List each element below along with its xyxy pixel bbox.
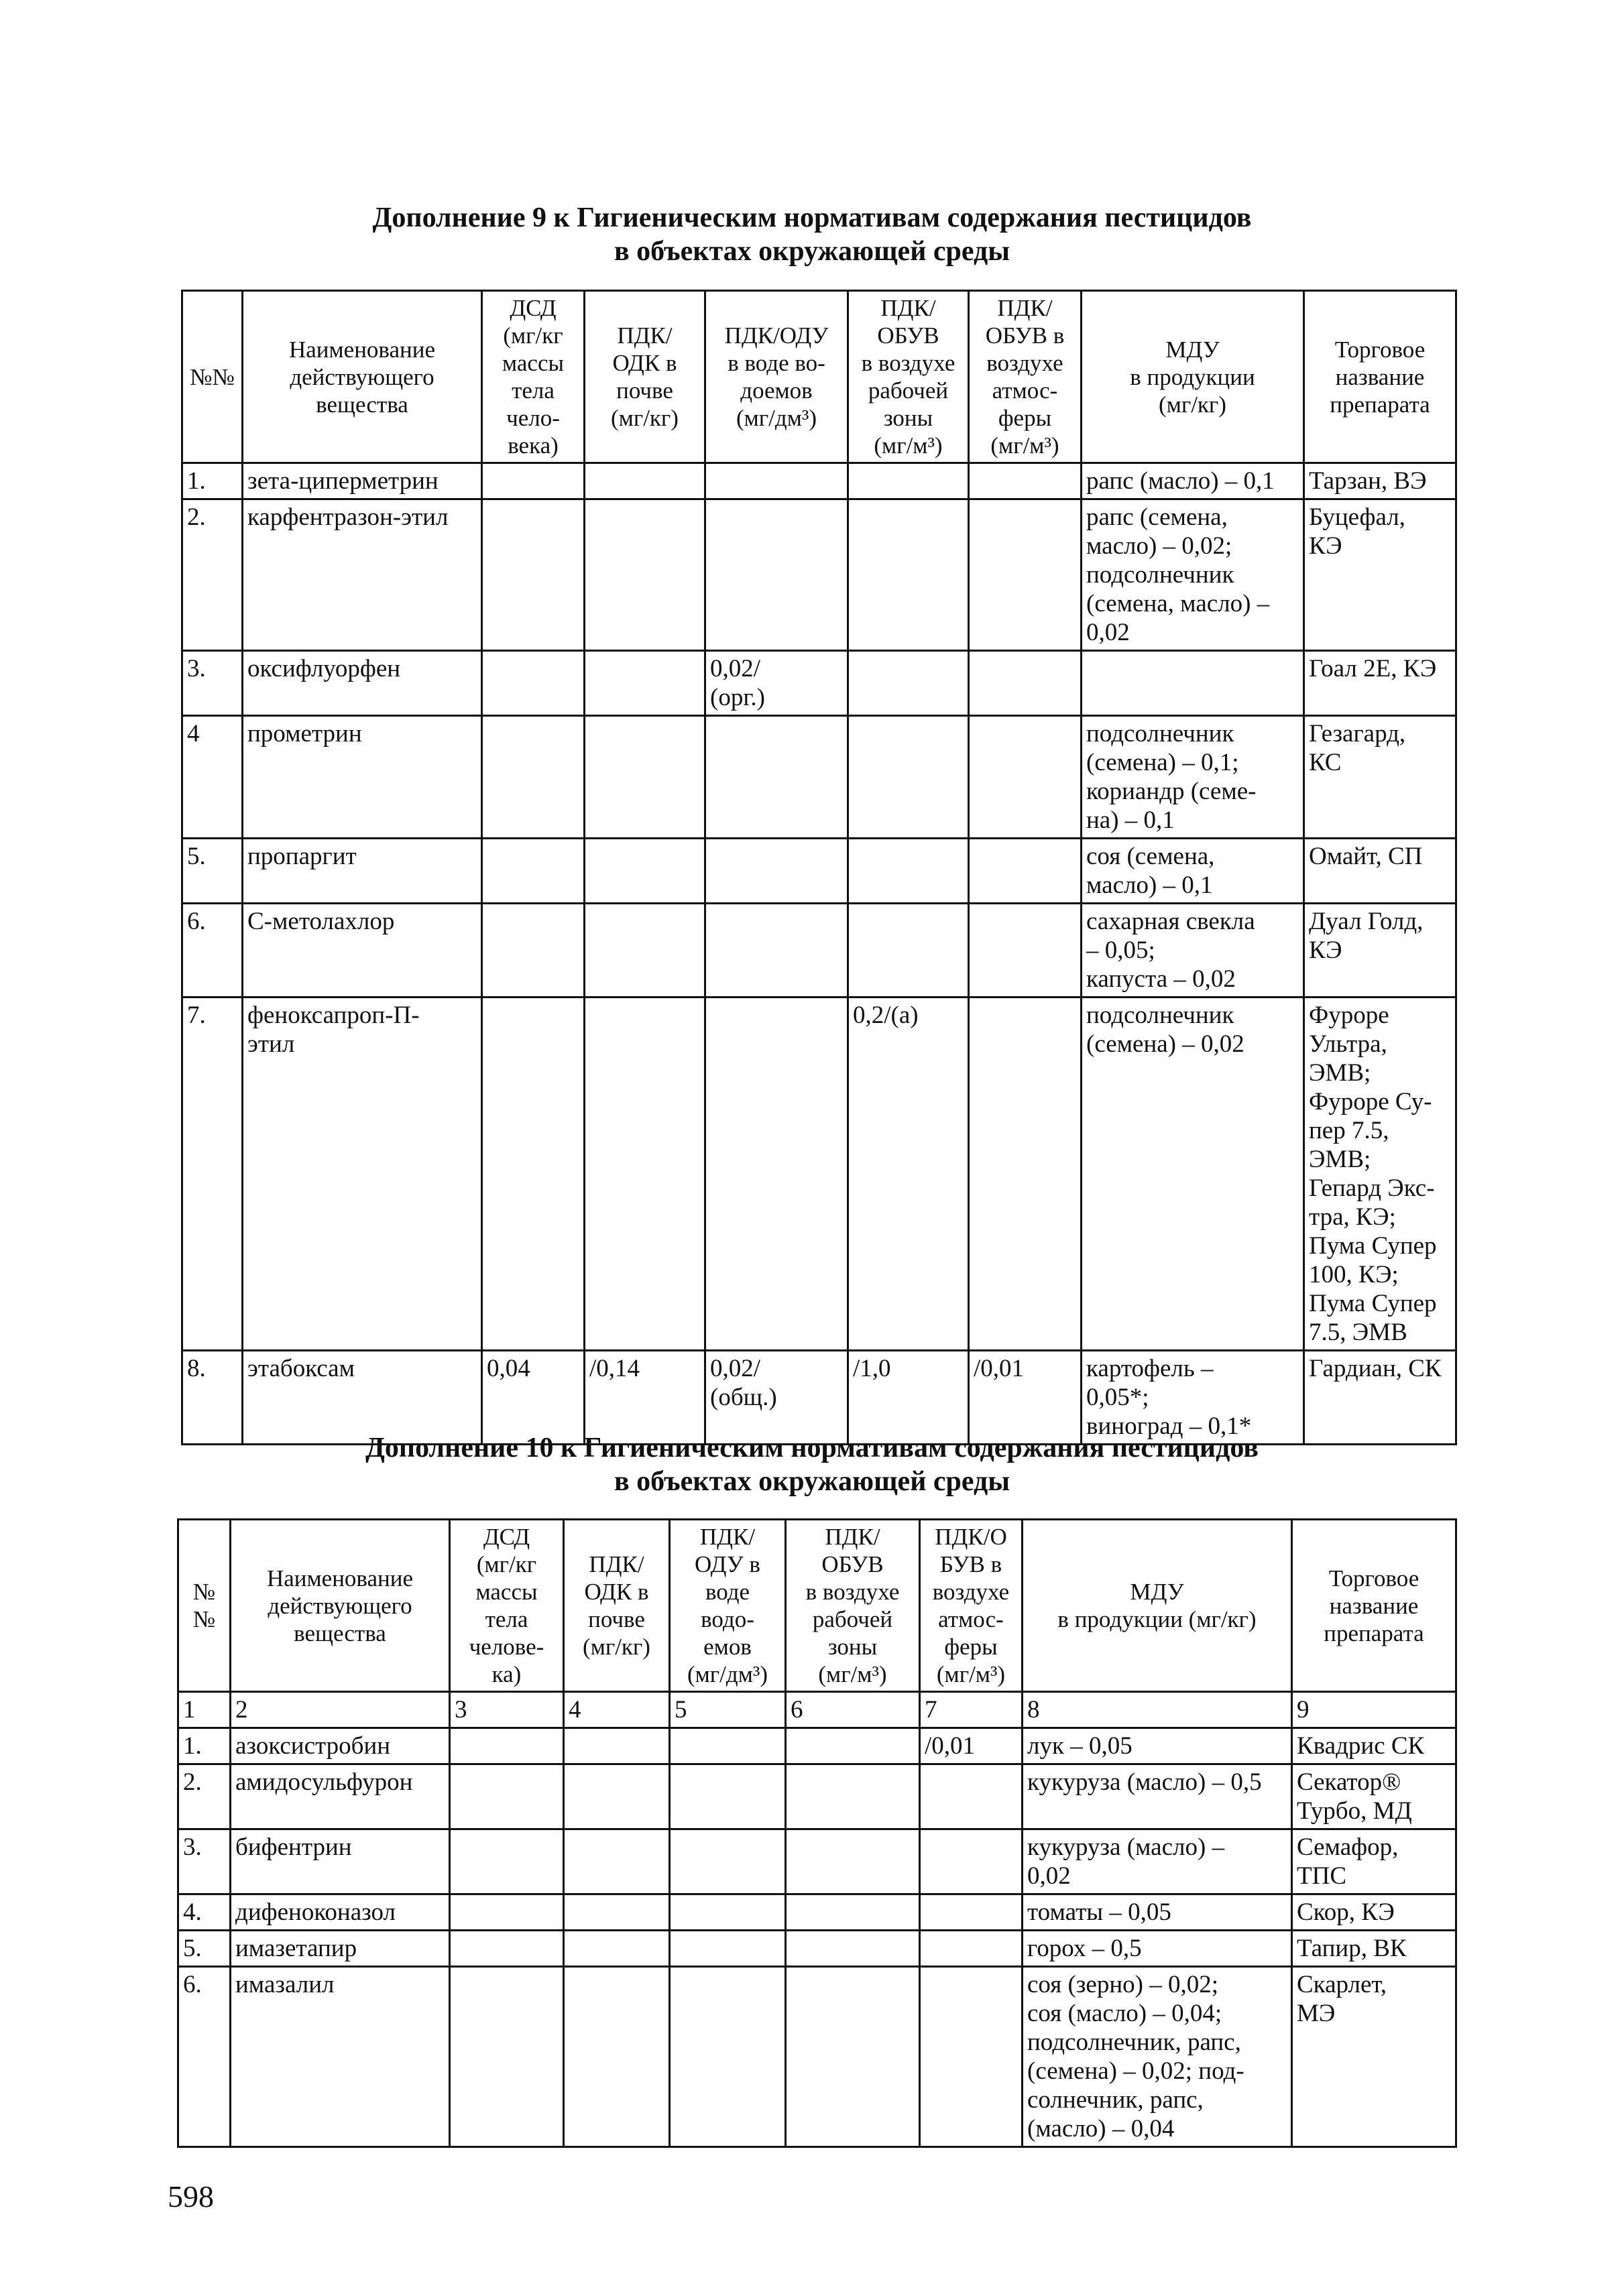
table-cell: горох – 0,5 <box>1023 1931 1292 1967</box>
table-cell: Буцефал, КЭ <box>1304 499 1456 651</box>
table-cell: /0,01 <box>920 1728 1023 1764</box>
column-number: 6 <box>786 1692 920 1728</box>
table-cell <box>585 651 705 716</box>
table-cell: Тарзан, ВЭ <box>1304 463 1456 499</box>
table-cell: 6. <box>182 904 243 998</box>
column-header: ПДК/ ОБУВ в воздухе атмос- феры (мг/м³) <box>969 291 1082 463</box>
column-header: МДУ в продукции (мг/кг) <box>1023 1520 1292 1692</box>
table-cell <box>969 904 1082 998</box>
table-cell: имазалил <box>231 1967 450 2147</box>
column-header: Торговое название препарата <box>1292 1520 1456 1692</box>
table-cell <box>482 499 585 651</box>
table-cell: 3. <box>182 651 243 716</box>
table-cell: 5. <box>178 1931 231 1967</box>
table-cell <box>848 651 969 716</box>
table-cell <box>920 1829 1023 1894</box>
table-cell <box>786 1728 920 1764</box>
table-cell <box>848 463 969 499</box>
table-row <box>178 1931 1456 1967</box>
table-row <box>178 1728 1456 1764</box>
table-cell: соя (семена, масло) – 0,1 <box>1082 839 1304 904</box>
table-cell <box>482 651 585 716</box>
table-cell <box>705 839 848 904</box>
column-header: МДУ в продукции (мг/кг) <box>1082 291 1304 463</box>
table-cell: оксифлуорфен <box>243 651 482 716</box>
table-cell: 0,04 <box>482 1351 585 1445</box>
table-cell: Скарлет, МЭ <box>1292 1967 1456 2147</box>
table-cell <box>585 716 705 839</box>
table-cell: соя (зерно) – 0,02; соя (масло) – 0,04; подсолнечник, рапс, (семена) – 0,02; под- солнечник, рапс, (масло) – 0,04 <box>1023 1967 1292 2147</box>
table-cell: Омайт, СП <box>1304 839 1456 904</box>
supplement-9-title-line2: в объектах окружающей среды <box>614 236 1010 267</box>
table-cell: 8. <box>182 1351 243 1445</box>
column-number: 8 <box>1023 1692 1292 1728</box>
table-cell: 1. <box>178 1728 231 1764</box>
table-row <box>178 1764 1456 1829</box>
table-cell: Гезагард, КС <box>1304 716 1456 839</box>
table-cell: подсолнечник (семена) – 0,1; кориандр (семе- на) – 0,1 <box>1082 716 1304 839</box>
table-cell: Секатор® Турбо, МД <box>1292 1764 1456 1829</box>
column-header: ПДК/ ОБУВ в воздухе рабочей зоны (мг/м³) <box>786 1520 920 1692</box>
table-cell: Фуроре Ультра, ЭМВ; Фуроре Су- пер 7.5, ЭМВ; Гепард Экс- тра, КЭ; Пума Супер 100, КЭ; Пума Супер 7.5, ЭМВ <box>1304 998 1456 1351</box>
supplement-9-title-line1: Дополнение 9 к Гигиеническим нормативам содержания пестицидов <box>372 202 1252 233</box>
table-cell <box>585 904 705 998</box>
supplement-10-table <box>177 1518 1457 2148</box>
table-cell <box>920 1894 1023 1931</box>
table-cell: 0,02/ (орг.) <box>705 651 848 716</box>
table-cell <box>670 1829 786 1894</box>
table-cell: картофель – 0,05*; виноград – 0,1* <box>1082 1351 1304 1445</box>
table-cell <box>969 839 1082 904</box>
table-row <box>182 839 1456 904</box>
table-cell <box>969 499 1082 651</box>
table-cell <box>786 1894 920 1931</box>
table-cell: Гардиан, СК <box>1304 1351 1456 1445</box>
table-cell <box>786 1829 920 1894</box>
table-cell: феноксапроп-П- этил <box>243 998 482 1351</box>
table-cell: 4 <box>182 716 243 839</box>
table-cell: /0,14 <box>585 1351 705 1445</box>
table-cell: /0,01 <box>969 1351 1082 1445</box>
table-cell: 0,2/(а) <box>848 998 969 1351</box>
table-row <box>182 716 1456 839</box>
column-header: №№ <box>182 291 243 463</box>
column-header: ПДК/ ОБУВ в воздухе рабочей зоны (мг/м³) <box>848 291 969 463</box>
table-cell <box>705 904 848 998</box>
column-header: ПДК/ОДУ в воде во- доемов (мг/дм³) <box>705 291 848 463</box>
supplement-10-title <box>0 1431 1624 1498</box>
table-cell <box>920 1931 1023 1967</box>
table-row <box>182 904 1456 998</box>
column-number: 2 <box>231 1692 450 1728</box>
table-cell: рапс (масло) – 0,1 <box>1082 463 1304 499</box>
table-header-row <box>178 1520 1456 1692</box>
table-cell <box>564 1894 670 1931</box>
table-cell: кукуруза (масло) – 0,02 <box>1023 1829 1292 1894</box>
table-cell <box>705 998 848 1351</box>
table-cell: лук – 0,05 <box>1023 1728 1292 1764</box>
column-header: ПДК/ ОДУ в воде водо- емов (мг/дм³) <box>670 1520 786 1692</box>
table-cell <box>969 998 1082 1351</box>
table-cell <box>585 499 705 651</box>
table-cell <box>786 1931 920 1967</box>
table-cell: бифентрин <box>231 1829 450 1894</box>
table-cell: Семафор, ТПС <box>1292 1829 1456 1894</box>
table-cell <box>670 1894 786 1931</box>
table-cell: 6. <box>178 1967 231 2147</box>
table-cell <box>848 839 969 904</box>
table-cell <box>450 1894 564 1931</box>
table-cell: томаты – 0,05 <box>1023 1894 1292 1931</box>
table-row <box>178 1894 1456 1931</box>
table-cell: 2. <box>178 1764 231 1829</box>
column-header: Наименование действующего вещества <box>243 291 482 463</box>
table-cell <box>670 1728 786 1764</box>
table-cell <box>564 1967 670 2147</box>
table-cell <box>1082 651 1304 716</box>
table-cell: имазетапир <box>231 1931 450 1967</box>
table-cell <box>848 499 969 651</box>
table-cell: пропаргит <box>243 839 482 904</box>
table-cell <box>920 1967 1023 2147</box>
table-cell <box>450 1931 564 1967</box>
table-cell: 4. <box>178 1894 231 1931</box>
table-cell <box>482 839 585 904</box>
supplement-10-title-line2: в объектах окружающей среды <box>614 1466 1010 1497</box>
table-cell <box>564 1728 670 1764</box>
table-cell: рапс (семена, масло) – 0,02; подсолнечник (семена, масло) – 0,02 <box>1082 499 1304 651</box>
table-row <box>182 998 1456 1351</box>
table-cell <box>705 463 848 499</box>
table-cell <box>705 499 848 651</box>
table-cell: Дуал Голд, КЭ <box>1304 904 1456 998</box>
table-cell: прометрин <box>243 716 482 839</box>
supplement-10-title-line1: Дополнение 10 к Гигиеническим нормативам содержания пестицидов <box>365 1433 1259 1463</box>
column-number: 3 <box>450 1692 564 1728</box>
table-cell <box>564 1829 670 1894</box>
table-cell <box>450 1967 564 2147</box>
table-cell <box>482 904 585 998</box>
table-row <box>178 1829 1456 1894</box>
table-cell: амидосульфурон <box>231 1764 450 1829</box>
table-cell: Тапир, ВК <box>1292 1931 1456 1967</box>
table-cell: зета-циперметрин <box>243 463 482 499</box>
column-header: № № <box>178 1520 231 1692</box>
table-cell <box>450 1829 564 1894</box>
table-cell <box>705 716 848 839</box>
column-number: 1 <box>178 1692 231 1728</box>
table-cell <box>482 998 585 1351</box>
table-cell <box>564 1931 670 1967</box>
column-header: ПДК/ ОДК в почве (мг/кг) <box>564 1520 670 1692</box>
column-header: Торговое название препарата <box>1304 291 1456 463</box>
table-row <box>182 1351 1456 1445</box>
table-cell <box>670 1967 786 2147</box>
table-cell <box>848 716 969 839</box>
table-cell <box>585 839 705 904</box>
table-cell <box>969 463 1082 499</box>
table-cell <box>450 1764 564 1829</box>
table-cell: азоксистробин <box>231 1728 450 1764</box>
table-cell: подсолнечник (семена) – 0,02 <box>1082 998 1304 1351</box>
table-cell <box>482 716 585 839</box>
table-header-row <box>182 291 1456 463</box>
table-cell: Гоал 2Е, КЭ <box>1304 651 1456 716</box>
table-row <box>182 651 1456 716</box>
table-cell: кукуруза (масло) – 0,5 <box>1023 1764 1292 1829</box>
table-cell: С-метолахлор <box>243 904 482 998</box>
table-cell <box>786 1967 920 2147</box>
table-cell <box>920 1764 1023 1829</box>
table-row <box>182 463 1456 499</box>
table-cell <box>450 1728 564 1764</box>
table-cell: 7. <box>182 998 243 1351</box>
column-header: ДСД (мг/кг массы тела чело- века) <box>482 291 585 463</box>
table-cell <box>786 1764 920 1829</box>
column-header: ПДК/ ОДК в почве (мг/кг) <box>585 291 705 463</box>
table-cell: карфентразон-этил <box>243 499 482 651</box>
table-cell <box>585 463 705 499</box>
column-number-row <box>178 1692 1456 1728</box>
supplement-9-title <box>0 201 1624 268</box>
column-number: 4 <box>564 1692 670 1728</box>
table-cell: 3. <box>178 1829 231 1894</box>
table-cell: 1. <box>182 463 243 499</box>
table-cell: 2. <box>182 499 243 651</box>
column-number: 5 <box>670 1692 786 1728</box>
table-cell: 0,02/ (общ.) <box>705 1351 848 1445</box>
table-cell: дифеноконазол <box>231 1894 450 1931</box>
table-cell: сахарная свекла – 0,05; капуста – 0,02 <box>1082 904 1304 998</box>
table-cell <box>969 716 1082 839</box>
table-cell: /1,0 <box>848 1351 969 1445</box>
column-header: Наименование действующего вещества <box>231 1520 450 1692</box>
column-number: 9 <box>1292 1692 1456 1728</box>
column-number: 7 <box>920 1692 1023 1728</box>
column-header: ДСД (мг/кг массы тела челове- ка) <box>450 1520 564 1692</box>
table-row <box>182 499 1456 651</box>
column-header: ПДК/О БУВ в воздухе атмос- феры (мг/м³) <box>920 1520 1023 1692</box>
page-number: 598 <box>168 2179 214 2214</box>
table-cell <box>564 1764 670 1829</box>
table-cell <box>670 1931 786 1967</box>
supplement-9-table <box>181 290 1457 1445</box>
table-cell <box>969 651 1082 716</box>
table-cell: 5. <box>182 839 243 904</box>
table-cell <box>848 904 969 998</box>
table-cell <box>585 998 705 1351</box>
table-cell: Квадрис СК <box>1292 1728 1456 1764</box>
table-cell: Скор, КЭ <box>1292 1894 1456 1931</box>
table-cell <box>670 1764 786 1829</box>
table-cell <box>482 463 585 499</box>
table-cell: этабоксам <box>243 1351 482 1445</box>
table-row <box>178 1967 1456 2147</box>
